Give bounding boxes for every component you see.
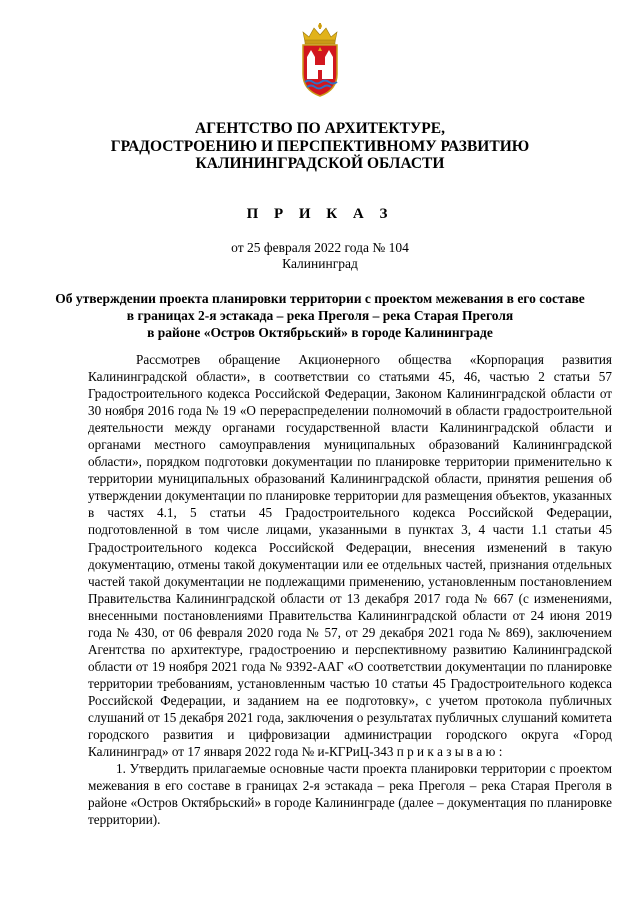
order-item-1: 1. Утвердить прилагаемые основные части проекта планировки территории с проектом межевания в его составе в границах 2-я эстакада – река Преголя – река Старая Преголя в районе «Остров Октябрьский» в городе Калининграде (далее – документация по планировке территории). (88, 761, 612, 828)
preamble-paragraph: Рассмотрев обращение Акционерного общества «Корпорация развития Калининградской области», в соответствии со статьями 45, 46, частью 2 статьи 57 Градостроительного кодекса Российской Федерации, Законом Калининградской области от 30 ноября 2016 года № 19 «О перераспределении полномочий в области градостроительной деятельности между органами государственной власти Калининградской области и органами местного самоуправления муниципальных образований Калининградской области», порядком подготовки документации по планировке территории применительно к территории муниципальных образований Калининградской области, принятия решения об утверждении документации по планировке территории для размещения объектов, указанных в частях 4.1, 5 статьи 45 Градостроительного кодекса Российской Федерации, подготовленной в том числе лицами, указанными в пунктах 3, 4 части 1.1 статьи 45 Градостроительного кодекса Российской Федерации, внесения изменений в такую документацию, отмены такой документации или ее отдельных частей, признания отдельных частей такой документации не подлежащими применению, установленным постановлением Правительства Калининградской области от 13 декабря 2017 года № 667 (с изменениями, внесенными постановлениями Правительства Калининградской области от 24 июня 2019 года № 430, от 06 февраля 2020 года № 57, от 29 декабря 2021 года № 869), заключением Агентства по архитектуре, градостроению и перспективному развитию Калининградской области от 19 ноября 2021 года № 9392-ААГ «О соответствии документации по планировке территории требованиям, установленным частью 10 статьи 45 Градостроительного кодекса Российской Федерации, и заданием на ее подготовку», с учетом протокола публичных слушаний от 15 декабря 2021 года, заключения о результатах публичных слушаний комитета городского развития и цифровизации администрации городского округа «Город Калининград» от 17 января 2022 года № и-КГРиЦ-343 п р и к а з ы в а ю : (88, 352, 612, 760)
order-date-block (0, 240, 640, 272)
agency-line: ГРАДОСТРОЕНИЮ И ПЕРСПЕКТИВНОМУ РАЗВИТИЮ (110, 137, 530, 155)
subject-line: Об утверждении проекта планировки территории с проектом межевания в его составе (55, 291, 585, 306)
agency-name (0, 120, 640, 173)
subject-line: в районе «Остров Октябрьский» в городе Калининграде (147, 325, 493, 340)
subject-line: в границах 2-я эстакада – река Преголя – река Старая Преголя (126, 308, 514, 323)
order-date: от 25 февраля 2022 года № 104 (231, 240, 409, 255)
kaliningrad-coat-of-arms-icon (298, 22, 342, 98)
order-city: Калининград (282, 256, 358, 271)
agency-line: КАЛИНИНГРАДСКОЙ ОБЛАСТИ (195, 155, 445, 172)
order-body (88, 351, 612, 828)
order-title: П Р И К А З (246, 206, 394, 222)
agency-line: АГЕНТСТВО ПО АРХИТЕКТУРЕ, (195, 120, 445, 137)
order-subject (0, 290, 640, 341)
